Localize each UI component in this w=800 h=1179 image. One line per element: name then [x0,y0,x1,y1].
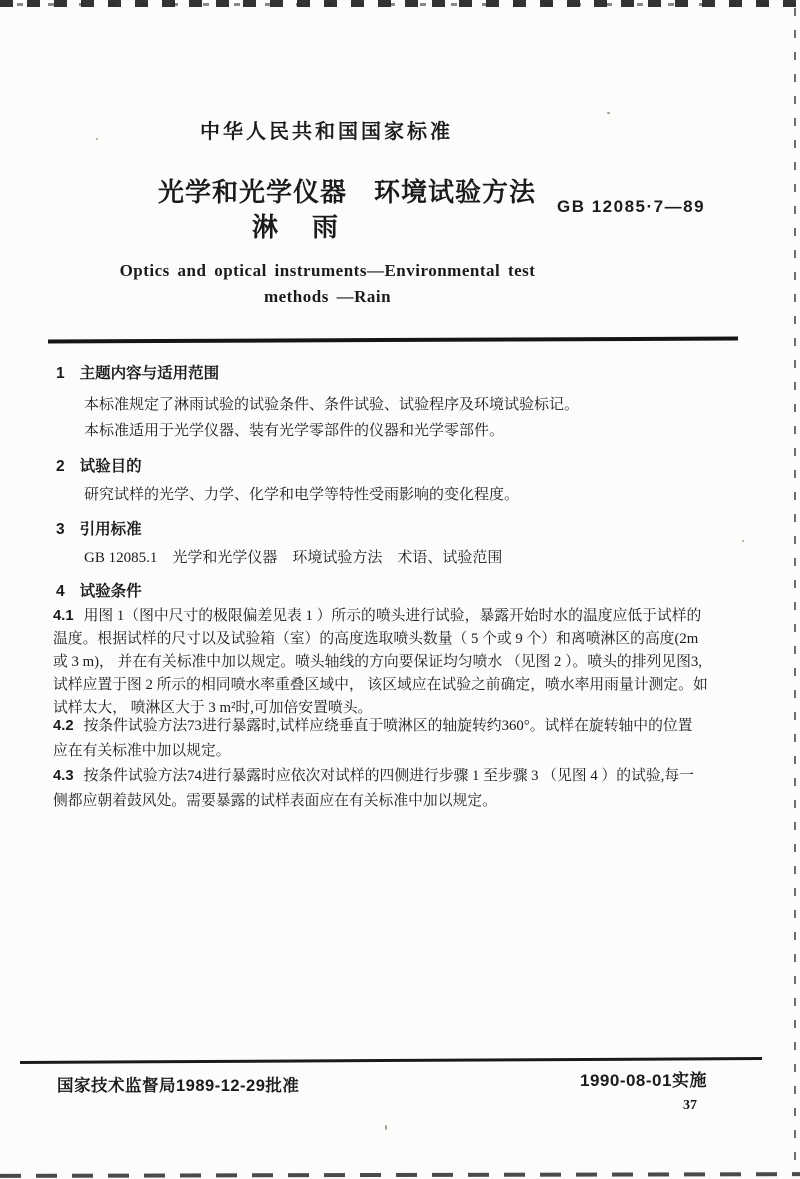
title-divider-rule [48,336,738,343]
clause-4-2-number: 4.2 [53,718,74,734]
section-2-heading [56,454,142,476]
clause-4-2-line [53,714,753,739]
standard-title-en-line2: methods —Rain [263,287,392,306]
country-standard-label: 中华人民共和国国家标准 [200,121,453,143]
standard-code: GB 12085·7—89 [557,197,706,216]
scan-noise-speck [96,138,98,140]
scan-noise-speck [742,540,744,542]
scan-edge-right [794,8,796,1173]
page-number: 37 [683,1098,697,1113]
implementation-note: 1990-08-01实施 [580,1071,707,1090]
clause-4-3 [53,764,753,814]
clause-4-1-line [53,605,753,628]
clause-4-2-text: 按条件试验方法73进行暴露时,试样应绕垂直于喷淋区的轴旋转约360°。试样在旋转轴中的位置 [83,718,693,734]
section-3-reference-line: GB 12085.1 光学和光学仪器 环境试验方法 术语、试验范围 [84,550,503,566]
section-4-title: 试验条件 [79,583,142,600]
clause-4-1-line: 试样太大， 喷淋区大于 3 m²时,可加倍安置喷头。 [53,700,373,716]
section-3-number: 3 [56,521,65,538]
section-1-text-line: 本标准适用于光学仪器、装有光学零部件的仪器和光学零部件。 [84,423,505,439]
clause-4-2-line: 应在有关标准中加以规定。 [53,743,231,759]
scan-noise-speck [385,1125,387,1130]
footer-divider-rule [20,1057,762,1063]
clause-4-1-line: 或 3 m)， 并在有关标准中加以规定。喷头轴线的方向要保证均匀喷水 （见图 2 ）。喷头的排列见图3, [53,654,703,670]
scan-edge-bottom [0,1172,800,1178]
section-1-heading [56,361,219,383]
clause-4-1-number: 4.1 [53,608,74,624]
section-2-text-line: 研究试样的光学、力学、化学和电学等特性受雨影响的变化程度。 [84,487,520,503]
clause-4-1 [53,605,753,720]
section-1-title: 主题内容与适用范围 [79,365,220,382]
section-1-number: 1 [56,365,65,382]
section-3-heading [56,517,142,539]
clause-4-3-line [53,764,753,789]
clause-4-3-line: 侧都应朝着鼓风处。需要暴露的试样表面应在有关标准中加以规定。 [53,793,497,809]
section-4-number: 4 [56,583,65,600]
standard-title-en-line1: Optics and optical instruments—Environmental test [119,261,536,280]
clause-4-1-text: 用图 1（图中尺寸的极限偏差见表 1 ）所示的喷头进行试验，暴露开始时水的温度应低于试样的 [83,608,702,624]
standard-title-zh: 光学和光学仪器 环境试验方法 [158,177,537,207]
section-3-title: 引用标准 [79,521,142,538]
scan-edge-top-secondary [8,3,796,6]
section-4-heading [56,579,142,601]
clause-4-3-text: 按条件试验方法74进行暴露时应依次对试样的四侧进行步骤 1 至步骤 3 （见图 4 ）的试验,每一 [83,768,694,784]
clause-4-1-line: 温度。根据试样的尺寸以及试验箱（室）的高度选取喷头数量（ 5 个或 9 个）和离喷淋区的高度(2m [53,631,699,647]
clause-4-1-line: 试样应置于图 2 所示的相同喷水率重叠区域中， 该区域应在试验之前确定，喷水率用雨量计测定。如 [53,677,708,693]
section-1-text-line: 本标准规定了淋雨试验的试验条件、条件试验、试验程序及环境试验标记。 [84,397,580,413]
section-2-number: 2 [56,458,65,475]
approval-note: 国家技术监督局1989-12-29批准 [57,1077,300,1095]
clause-4-3-number: 4.3 [53,768,74,784]
standard-subtitle-zh: 淋 雨 [252,212,343,242]
clause-4-2 [53,714,753,764]
standard-title-en [95,258,560,310]
scan-noise-speck [607,112,610,114]
section-2-title: 试验目的 [79,458,142,475]
